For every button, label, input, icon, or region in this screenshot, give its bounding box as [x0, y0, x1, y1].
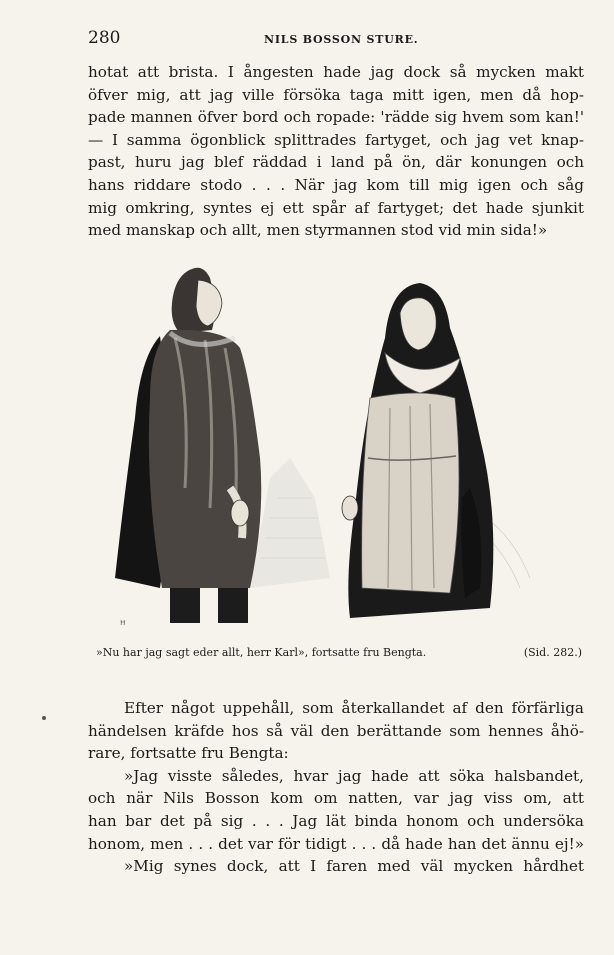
page-header [88, 28, 584, 48]
text-line: händelsen kräfde hos så väl den berättande som hennes åhö- [88, 721, 584, 740]
caption-text: »Nu har jag sagt eder allt, herr Karl», fortsatte fru Bengta. [96, 646, 427, 659]
page-reference: (Sid. 282.) [523, 646, 582, 659]
text-line: »Mig synes dock, att I faren med väl mycken hårdhet [124, 857, 584, 876]
text-line: hotat att brista. I ångesten hade jag dock så mycken makt [88, 63, 584, 81]
artist-monogram-left: ꟸ [120, 620, 126, 631]
text-line: öfver mig, att jag ville försöka taga mitt igen, men då hop- [88, 85, 584, 104]
text-line: — I samma ögonblick splittrades fartyget, och jag vet knap- [88, 130, 584, 149]
text-line: past, huru jag blef räddad i land på ön, där konungen och [88, 153, 584, 172]
text-line: pade mannen öfver bord och ropade: 'rädde sig hvem som kan!' [88, 108, 584, 127]
text-line: rare, fortsatte fru Bengta: [88, 744, 289, 763]
text-line: hans riddare stodo . . . När jag kom till mig igen och såg [88, 175, 584, 194]
running-title: NILS BOSSON STURE. [264, 33, 419, 46]
paragraph-bottom [88, 697, 584, 878]
illustration-caption [96, 646, 592, 659]
text-line: mig omkring, syntes ej ett spår af fartyget; det hade sjunkit [88, 198, 584, 217]
text-line: han bar det på sig . . . Jag lät binda honom och undersöka [88, 811, 584, 830]
man-figure [115, 268, 261, 623]
paragraph-top [88, 61, 584, 242]
text-line: honom, men . . . det var för tidigt . . . då hade han det ännu ej!» [88, 834, 584, 853]
text-line: och när Nils Bosson kom om natten, var jag viss om, att [88, 789, 584, 808]
page-number: 280 [88, 28, 121, 48]
illustration-engraving [100, 258, 560, 638]
text-line: »Jag visste således, hvar jag hade att söka halsbandet, [124, 766, 584, 785]
text-line: Efter något uppehåll, som återkallandet af den förfärliga [124, 699, 584, 717]
margin-dot [42, 716, 46, 720]
nun-figure [342, 283, 493, 618]
text-line: med manskap och allt, men styrmannen stod vid min sida!» [88, 221, 548, 240]
